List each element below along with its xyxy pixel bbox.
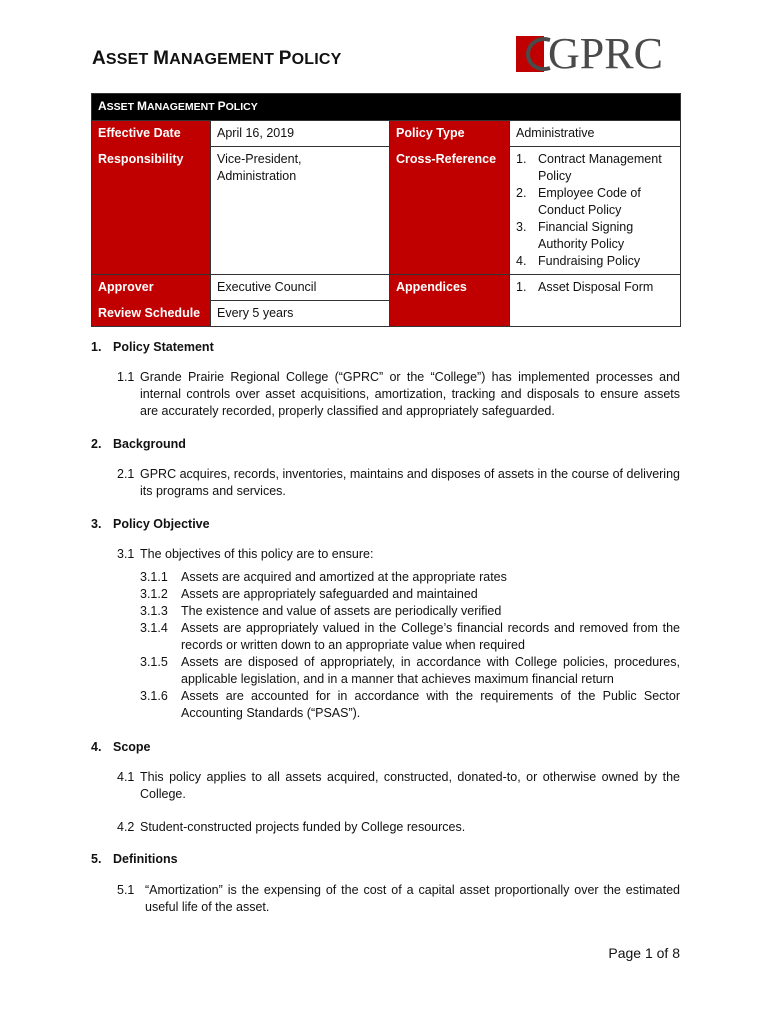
section-3-heading: 3. Policy Objective bbox=[91, 517, 210, 531]
logo-text: GPRC bbox=[548, 29, 663, 78]
appendices-label: Appendices bbox=[390, 275, 510, 327]
section-1-heading: 1. Policy Statement bbox=[91, 340, 214, 354]
list-item: 3.1.4 Assets are appropriately valued in the College’s financial records and removed from the records or written down to an appropriate value when required bbox=[140, 621, 680, 652]
list-item: 1. Asset Disposal Form bbox=[516, 280, 654, 294]
policy-type-label: Policy Type bbox=[390, 121, 510, 147]
list-item: 3.1.2 Assets are appropriately safeguarded and maintained bbox=[140, 587, 478, 601]
approver-value: Executive Council bbox=[211, 275, 390, 301]
list-item: 1. Contract Management Policy bbox=[516, 152, 662, 183]
list-item: 3.1.1 Assets are acquired and amortized at the appropriate rates bbox=[140, 570, 507, 584]
list-item: 3.1.6 Assets are accounted for in accordance with the requirements of the Public Sector Accounting Standards (“PSAS”). bbox=[140, 689, 680, 720]
paragraph-3-1: 3.1 The objectives of this policy are to ensure: bbox=[117, 547, 374, 561]
paragraph-4-1: 4.1 This policy applies to all assets acquired, constructed, donated-to, or otherwise owned by the College. bbox=[117, 770, 680, 801]
paragraph-5-1: 5.1 “Amortization” is the expensing of the cost of a capital asset proportionally over the estimated useful life of the asset. bbox=[117, 883, 680, 914]
section-4-heading: 4. Scope bbox=[91, 740, 151, 754]
paragraph-2-1: 2.1 GPRC acquires, records, inventories, maintains and disposes of assets in the course of delivering its programs and services. bbox=[117, 467, 680, 498]
page-title: ASSET MANAGEMENT POLICY bbox=[92, 48, 342, 69]
objectives-list bbox=[140, 569, 680, 722]
review-schedule-value: Every 5 years bbox=[211, 301, 390, 327]
policy-type-value: Administrative bbox=[510, 121, 681, 147]
paragraph-1-1: 1.1 Grande Prairie Regional College (“GPRC” or the “College”) has implemented processes and internal controls over asset acquisitions, amortization, tracking and disposals to ensure assets are accurately recorded, properly classified and appropriately safeguarded. bbox=[117, 370, 680, 418]
list-item: 2. Employee Code of Conduct Policy bbox=[516, 186, 641, 217]
page-number: Page 1 of 8 bbox=[608, 945, 680, 961]
cross-reference-label: Cross-Reference bbox=[390, 147, 510, 275]
gprc-logo bbox=[516, 29, 678, 78]
cross-reference-list bbox=[510, 147, 681, 275]
list-item: 4. Fundraising Policy bbox=[516, 254, 641, 268]
policy-info-table bbox=[91, 93, 681, 327]
responsibility-label: Responsibility bbox=[92, 147, 211, 275]
effective-date-value: April 16, 2019 bbox=[211, 121, 390, 147]
list-item: 3. Financial Signing Authority Policy bbox=[516, 220, 634, 251]
approver-label: Approver bbox=[92, 275, 211, 301]
responsibility-value: Vice-President, Administration bbox=[211, 147, 390, 275]
section-2-heading: 2. Background bbox=[91, 437, 186, 451]
list-item: 3.1.5 Assets are disposed of appropriately, in accordance with College policies, procedures, applicable legislation, and in a manner that achieves maximum financial return bbox=[140, 655, 680, 686]
table-header: ASSET MANAGEMENT POLICY bbox=[92, 94, 681, 121]
list-item: 3.1.3 The existence and value of assets are periodically verified bbox=[140, 604, 502, 618]
review-schedule-label: Review Schedule bbox=[92, 301, 211, 327]
paragraph-4-2: 4.2 Student-constructed projects funded by College resources. bbox=[117, 820, 466, 834]
effective-date-label: Effective Date bbox=[92, 121, 211, 147]
appendices-list bbox=[510, 275, 681, 327]
section-5-heading: 5. Definitions bbox=[91, 852, 178, 866]
